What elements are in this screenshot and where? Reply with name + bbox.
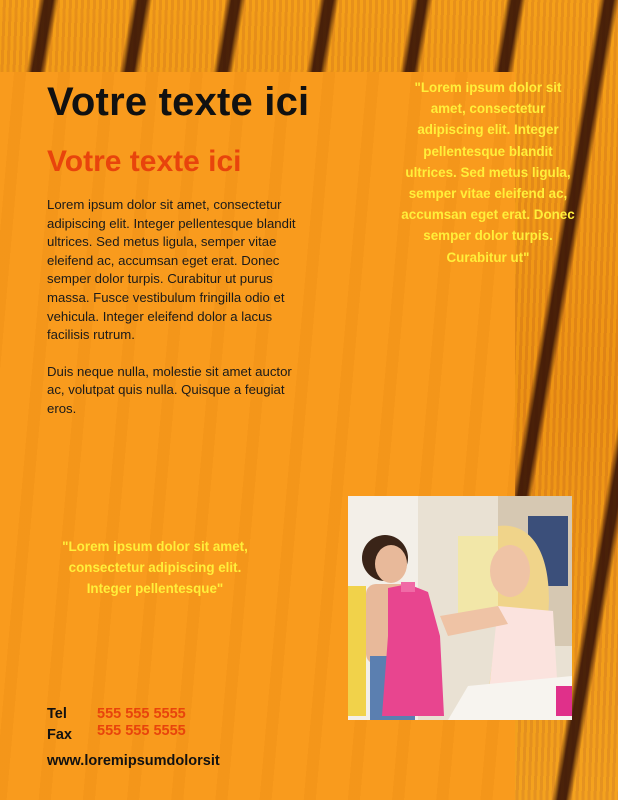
page-title: Votre texte ici — [47, 80, 310, 124]
shopping-photo — [348, 496, 572, 720]
fax-number: 555 555 5555 — [97, 723, 186, 739]
fax-label: Fax — [47, 727, 72, 743]
pull-quote-top: "Lorem ipsum dolor sit amet, consectetur adipiscing elit. Integer pellentesque blandit ultrices. Sed metus ligula, semper vitae eleifend ac, accumsan eget erat. Donec semper dolor turpis. Curabitur ut" — [401, 80, 575, 265]
body-text — [47, 196, 297, 437]
photo-illustration — [348, 496, 572, 720]
body-paragraph-2: Duis neque nulla, molestie sit amet auctor ac, volutpat quis nulla. Quisque a feugiat eros. — [47, 363, 292, 416]
page-subtitle: Votre texte ici — [47, 145, 242, 178]
tel-number[interactable]: 555 555 5555 — [97, 706, 186, 722]
website-link[interactable]: www.loremipsumdolorsit — [47, 753, 220, 769]
body-paragraph-1: Lorem ipsum dolor sit amet, consectetur adipiscing elit. Integer pellentesque blandit ultrices. Sed metus ligula, semper vitae eleifend ac, accumsan eget erat. Donec semper dolor turpis. Curabitur ut purus massa. Fusce vestibulum fringilla odio et vehicula. Integer eleifend dolor a lacus facilisis rutrum. — [47, 197, 296, 343]
tel-label: Tel — [47, 706, 67, 722]
fax-line — [47, 723, 186, 743]
tel-line — [47, 706, 186, 722]
pull-quote-middle: "Lorem ipsum dolor sit amet, consectetur adipiscing elit. Integer pellentesque" — [62, 539, 248, 597]
